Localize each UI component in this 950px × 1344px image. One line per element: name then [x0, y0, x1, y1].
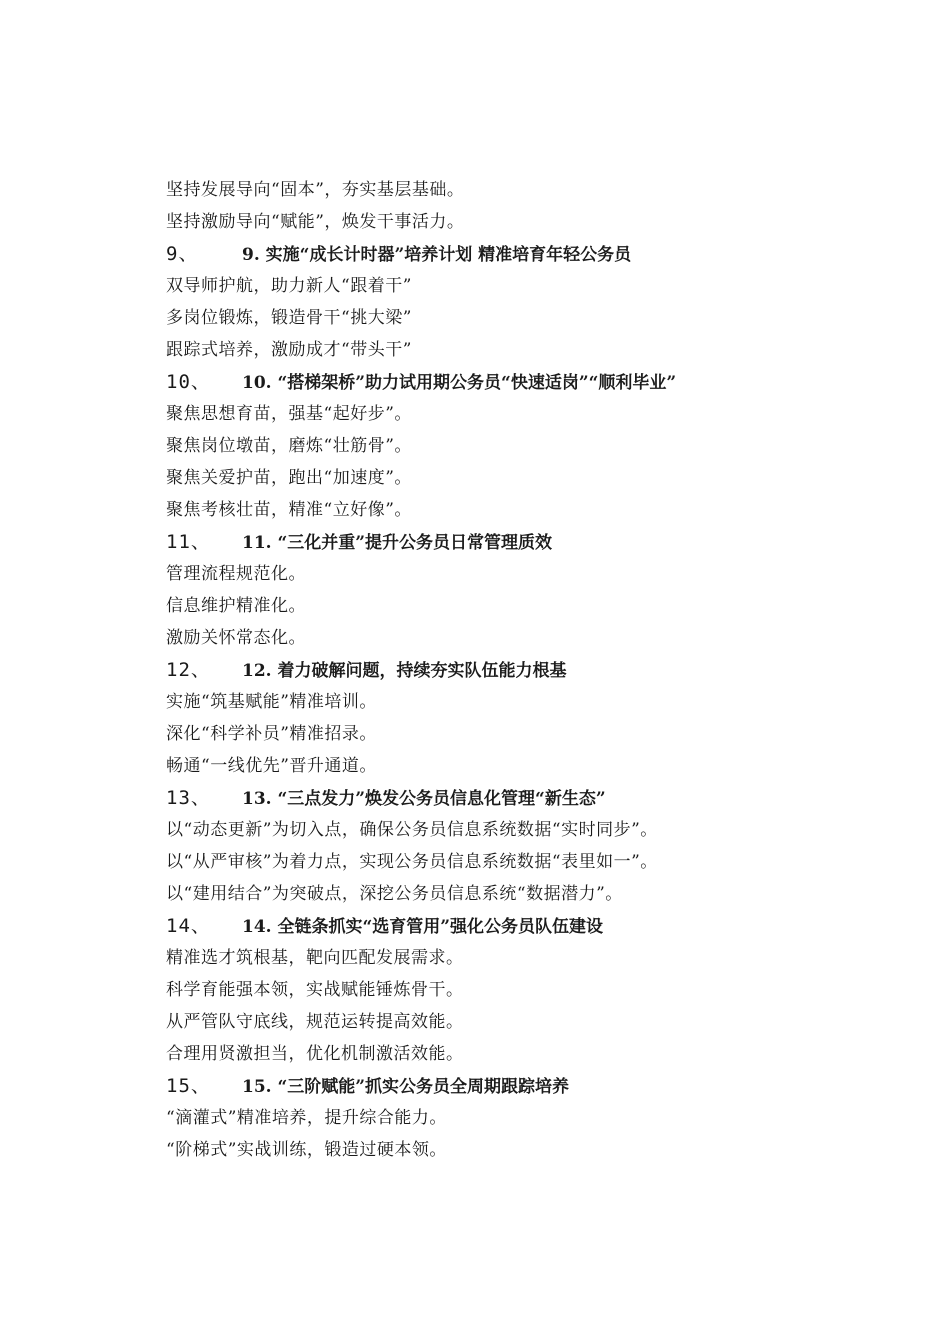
list-item: 聚焦关爱护苗，跑出“加速度”。 — [166, 468, 412, 488]
section-number: 9、 — [166, 243, 199, 265]
section-number: 15、 — [166, 1075, 211, 1097]
section-10 — [166, 366, 786, 526]
section-heading — [166, 366, 786, 398]
list-item: 多岗位锻炼，锻造骨干“挑大梁” — [166, 308, 412, 328]
section-title: 15. “三阶赋能”抓实公务员全周期跟踪培养 — [242, 1077, 570, 1097]
section-title: 11. “三化并重”提升公务员日常管理质效 — [242, 533, 553, 553]
section-title: 12. 着力破解问题，持续夯实队伍能力根基 — [242, 661, 567, 681]
intro-line: 坚持激励导向“赋能”，焕发干事活力。 — [166, 212, 465, 232]
document-body — [166, 174, 786, 1166]
list-item: 以“动态更新”为切入点，确保公务员信息系统数据“实时同步”。 — [166, 820, 658, 840]
section-heading — [166, 654, 786, 686]
list-item: 合理用贤激担当，优化机制激活效能。 — [166, 1044, 464, 1064]
intro-line: 坚持发展导向“固本”，夯实基层基础。 — [166, 180, 465, 200]
intro-block — [166, 174, 786, 238]
list-item: 管理流程规范化。 — [166, 564, 306, 584]
list-item: 聚焦思想育苗，强基“起好步”。 — [166, 404, 412, 424]
section-title: 9. 实施“成长计时器”培养计划 精准培育年轻公务员 — [242, 245, 632, 265]
list-item: 以“从严审核”为着力点，实现公务员信息系统数据“表里如一”。 — [166, 852, 658, 872]
section-heading — [166, 910, 786, 942]
section-title: 10. “搭梯架桥”助力试用期公务员“快速适岗”“顺利毕业” — [242, 373, 677, 393]
section-number: 14、 — [166, 915, 211, 937]
list-item: 畅通“一线优先”晋升通道。 — [166, 756, 377, 776]
list-item: 信息维护精准化。 — [166, 596, 306, 616]
section-14 — [166, 910, 786, 1070]
section-title: 14. 全链条抓实“选育管用”强化公务员队伍建设 — [242, 917, 604, 937]
section-heading — [166, 526, 786, 558]
list-item: 从严管队守底线，规范运转提高效能。 — [166, 1012, 464, 1032]
list-item: 激励关怀常态化。 — [166, 628, 306, 648]
list-item: 以“建用结合”为突破点，深挖公务员信息系统“数据潜力”。 — [166, 884, 623, 904]
list-item: 科学育能强本领，实战赋能锤炼骨干。 — [166, 980, 464, 1000]
section-heading — [166, 238, 786, 270]
list-item: 跟踪式培养，激励成才“带头干” — [166, 340, 412, 360]
list-item: “滴灌式”精准培养，提升综合能力。 — [166, 1108, 447, 1128]
section-number: 10、 — [166, 371, 211, 393]
section-number: 12、 — [166, 659, 211, 681]
section-11 — [166, 526, 786, 654]
section-number: 13、 — [166, 787, 211, 809]
list-item: 深化“科学补员”精准招录。 — [166, 724, 377, 744]
list-item: “阶梯式”实战训练，锻造过硬本领。 — [166, 1140, 447, 1160]
section-9 — [166, 238, 786, 366]
list-item: 双导师护航，助力新人“跟着干” — [166, 276, 412, 296]
list-item: 实施“筑基赋能”精准培训。 — [166, 692, 377, 712]
section-15 — [166, 1070, 786, 1166]
list-item: 精准选才筑根基，靶向匹配发展需求。 — [166, 948, 464, 968]
list-item: 聚焦岗位墩苗，磨炼“壮筋骨”。 — [166, 436, 412, 456]
section-title: 13. “三点发力”焕发公务员信息化管理“新生态” — [242, 789, 606, 809]
list-item: 聚焦考核壮苗，精准“立好像”。 — [166, 500, 412, 520]
section-12 — [166, 654, 786, 782]
section-heading — [166, 782, 786, 814]
section-number: 11、 — [166, 531, 211, 553]
section-heading — [166, 1070, 786, 1102]
section-13 — [166, 782, 786, 910]
